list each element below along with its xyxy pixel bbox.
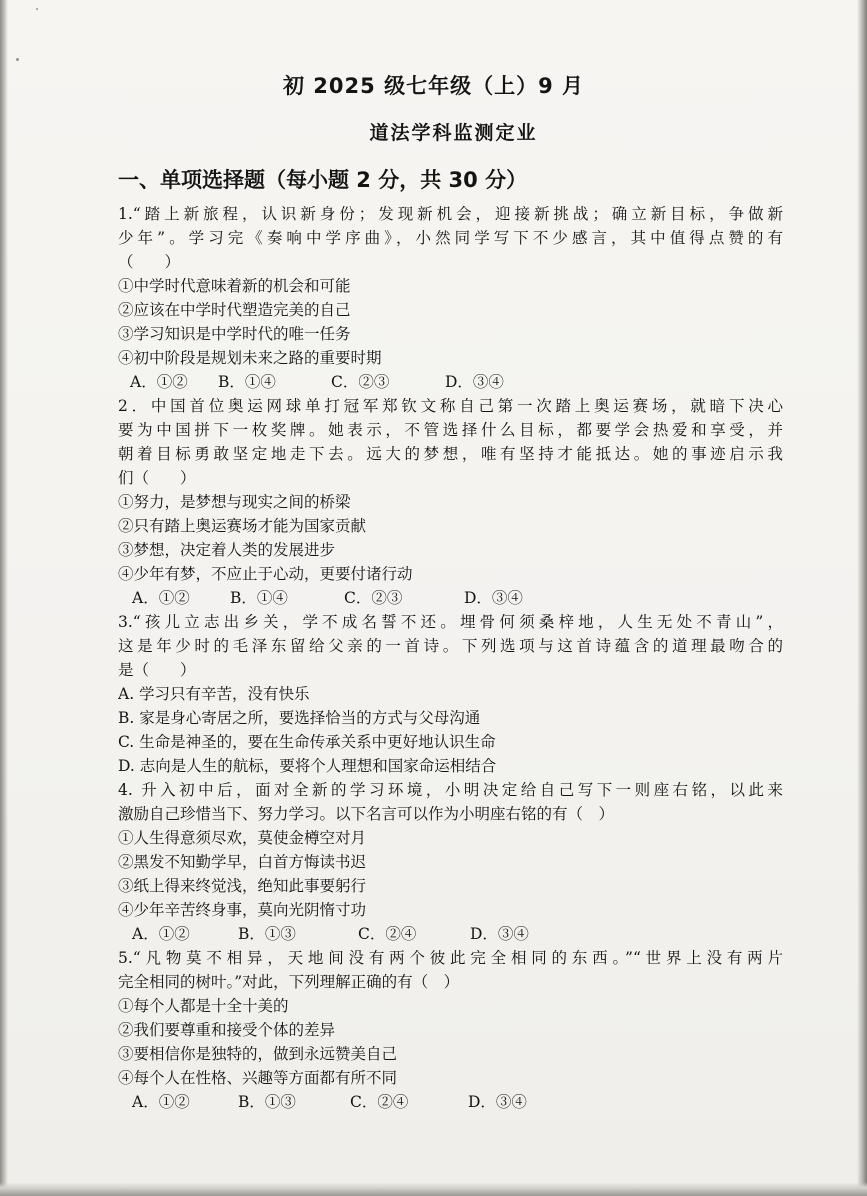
answer-choice: A．①② — [132, 589, 190, 607]
question-option-statement: ③纸上得来终觉浅，绝知此事要躬行 — [118, 877, 367, 895]
question-stem-line: 是（ ） — [118, 661, 196, 679]
question-option-statement: ③梦想，决定着人类的发展进步 — [118, 541, 336, 559]
answer-choice: D．③④ — [445, 373, 504, 391]
question-stem-line: 完全相同的树叶。”对此，下列理解正确的有（ ） — [118, 973, 460, 991]
answer-choice: B．①④ — [230, 589, 288, 607]
question-option-statement: ①人生得意须尽欢，莫使金樽空对月 — [118, 829, 367, 847]
answer-choice: D．③④ — [468, 1093, 527, 1111]
question-option-statement: ②只有踏上奥运赛场才能为国家贡献 — [118, 517, 367, 535]
question-option-statement: ②黑发不知勤学早，白首方悔读书迟 — [118, 853, 367, 871]
question-stem-line: 朝着目标勇敢坚定地走下去。远大的梦想，唯有坚持才能抵达。她的事迹启示我 — [118, 445, 783, 463]
answer-choice: D．③④ — [464, 589, 523, 607]
exam-subtitle: 道法学科监测定业 — [369, 122, 538, 144]
question-option-statement: D. 志向是人生的航标，要将个人理想和国家命运相结合 — [118, 757, 497, 775]
answer-choice: B．①③ — [238, 925, 296, 943]
question-option-statement: ④少年辛苦终身事，莫向光阴惰寸功 — [118, 901, 367, 919]
question-option-statement: ①中学时代意味着新的机会和可能 — [118, 277, 351, 295]
question-option-statement: ③要相信你是独特的，做到永远赞美自己 — [118, 1045, 398, 1063]
exam-title: 初 2025 级七年级（上）9 月 — [283, 74, 584, 98]
answer-choice: A．①② — [130, 373, 188, 391]
answer-choice: C．②③ — [331, 373, 390, 391]
scan-speck — [16, 58, 19, 61]
question-option-statement: ②应该在中学时代塑造完美的自己 — [118, 301, 351, 319]
question-option-statement: A. 学习只有辛苦，没有快乐 — [118, 685, 310, 703]
question-stem-line: 激励自己珍惜当下、努力学习。以下名言可以作为小明座右铭的有（ ） — [118, 805, 615, 823]
question-2 — [118, 394, 783, 610]
question-stem-line: 3.“孩儿立志出乡关，学不成名誓不还。埋骨何须桑梓地，人生无处不青山”， — [118, 613, 783, 631]
question-list — [118, 202, 783, 1114]
question-stem-line: 4. 升入初中后，面对全新的学习环境，小明决定给自己写下一则座右铭，以此来 — [118, 781, 783, 799]
section-heading: 一、单项选择题（每小题 2 分，共 30 分） — [118, 168, 528, 192]
answer-choice: C．②③ — [344, 589, 403, 607]
answer-choice: C．②④ — [358, 925, 417, 943]
answer-choices-row — [118, 370, 783, 394]
question-stem-line: 1.“踏上新旅程，认识新身份；发现新机会，迎接新挑战；确立新目标，争做新 — [118, 205, 783, 223]
question-stem-line: 2．中国首位奥运网球单打冠军郑钦文称自己第一次踏上奥运赛场，就暗下决心 — [118, 397, 783, 415]
question-option-statement: ④每个人在性格、兴趣等方面都有所不同 — [118, 1069, 398, 1087]
question-option-statement: ②我们要尊重和接受个体的差异 — [118, 1021, 336, 1039]
question-option-statement: C. 生命是神圣的，要在生命传承关系中更好地认识生命 — [118, 733, 496, 751]
question-stem-line: 5.“凡物莫不相异，天地间没有两个彼此完全相同的东西。”“世界上没有两片 — [118, 949, 783, 967]
page-left-edge-shadow — [0, 0, 8, 1196]
question-3 — [118, 610, 783, 778]
answer-choice: D．③④ — [470, 925, 529, 943]
question-4 — [118, 778, 783, 946]
answer-choices-row — [118, 586, 783, 610]
question-option-statement: ①努力，是梦想与现实之间的桥梁 — [118, 493, 351, 511]
answer-choice: A．①② — [132, 925, 190, 943]
question-stem-line: 这是年少时的毛泽东留给父亲的一首诗。下列选项与这首诗蕴含的道理最吻合的 — [118, 637, 783, 655]
page-bottom-edge-shadow — [0, 1182, 867, 1196]
scan-speck — [36, 8, 38, 10]
answer-choice: C．②④ — [350, 1093, 409, 1111]
question-stem-line: （ ） — [118, 253, 181, 271]
question-stem-line: 要为中国拼下一枚奖牌。她表示，不管选择什么目标，都要学会热爱和享受，并 — [118, 421, 783, 439]
question-option-statement: ③学习知识是中学时代的唯一任务 — [118, 325, 351, 343]
page-right-edge-shadow — [857, 0, 867, 1196]
question-option-statement: B. 家是身心寄居之所，要选择恰当的方式与父母沟通 — [118, 709, 481, 727]
answer-choices-row — [118, 1090, 783, 1114]
question-option-statement: ④少年有梦，不应止于心动，更要付诸行动 — [118, 565, 413, 583]
answer-choice: B．①④ — [218, 373, 276, 391]
answer-choice: A．①② — [132, 1093, 190, 1111]
answer-choice: B．①③ — [238, 1093, 296, 1111]
question-1 — [118, 202, 783, 394]
question-5 — [118, 946, 783, 1114]
question-stem-line: 们（ ） — [118, 469, 196, 487]
question-stem-line: 少年”。学习完《奏响中学序曲》，小然同学写下不少感言，其中值得点赞的有 — [118, 229, 783, 247]
question-option-statement: ①每个人都是十全十美的 — [118, 997, 289, 1015]
answer-choices-row — [118, 922, 783, 946]
question-option-statement: ④初中阶段是规划未来之路的重要时期 — [118, 349, 382, 367]
